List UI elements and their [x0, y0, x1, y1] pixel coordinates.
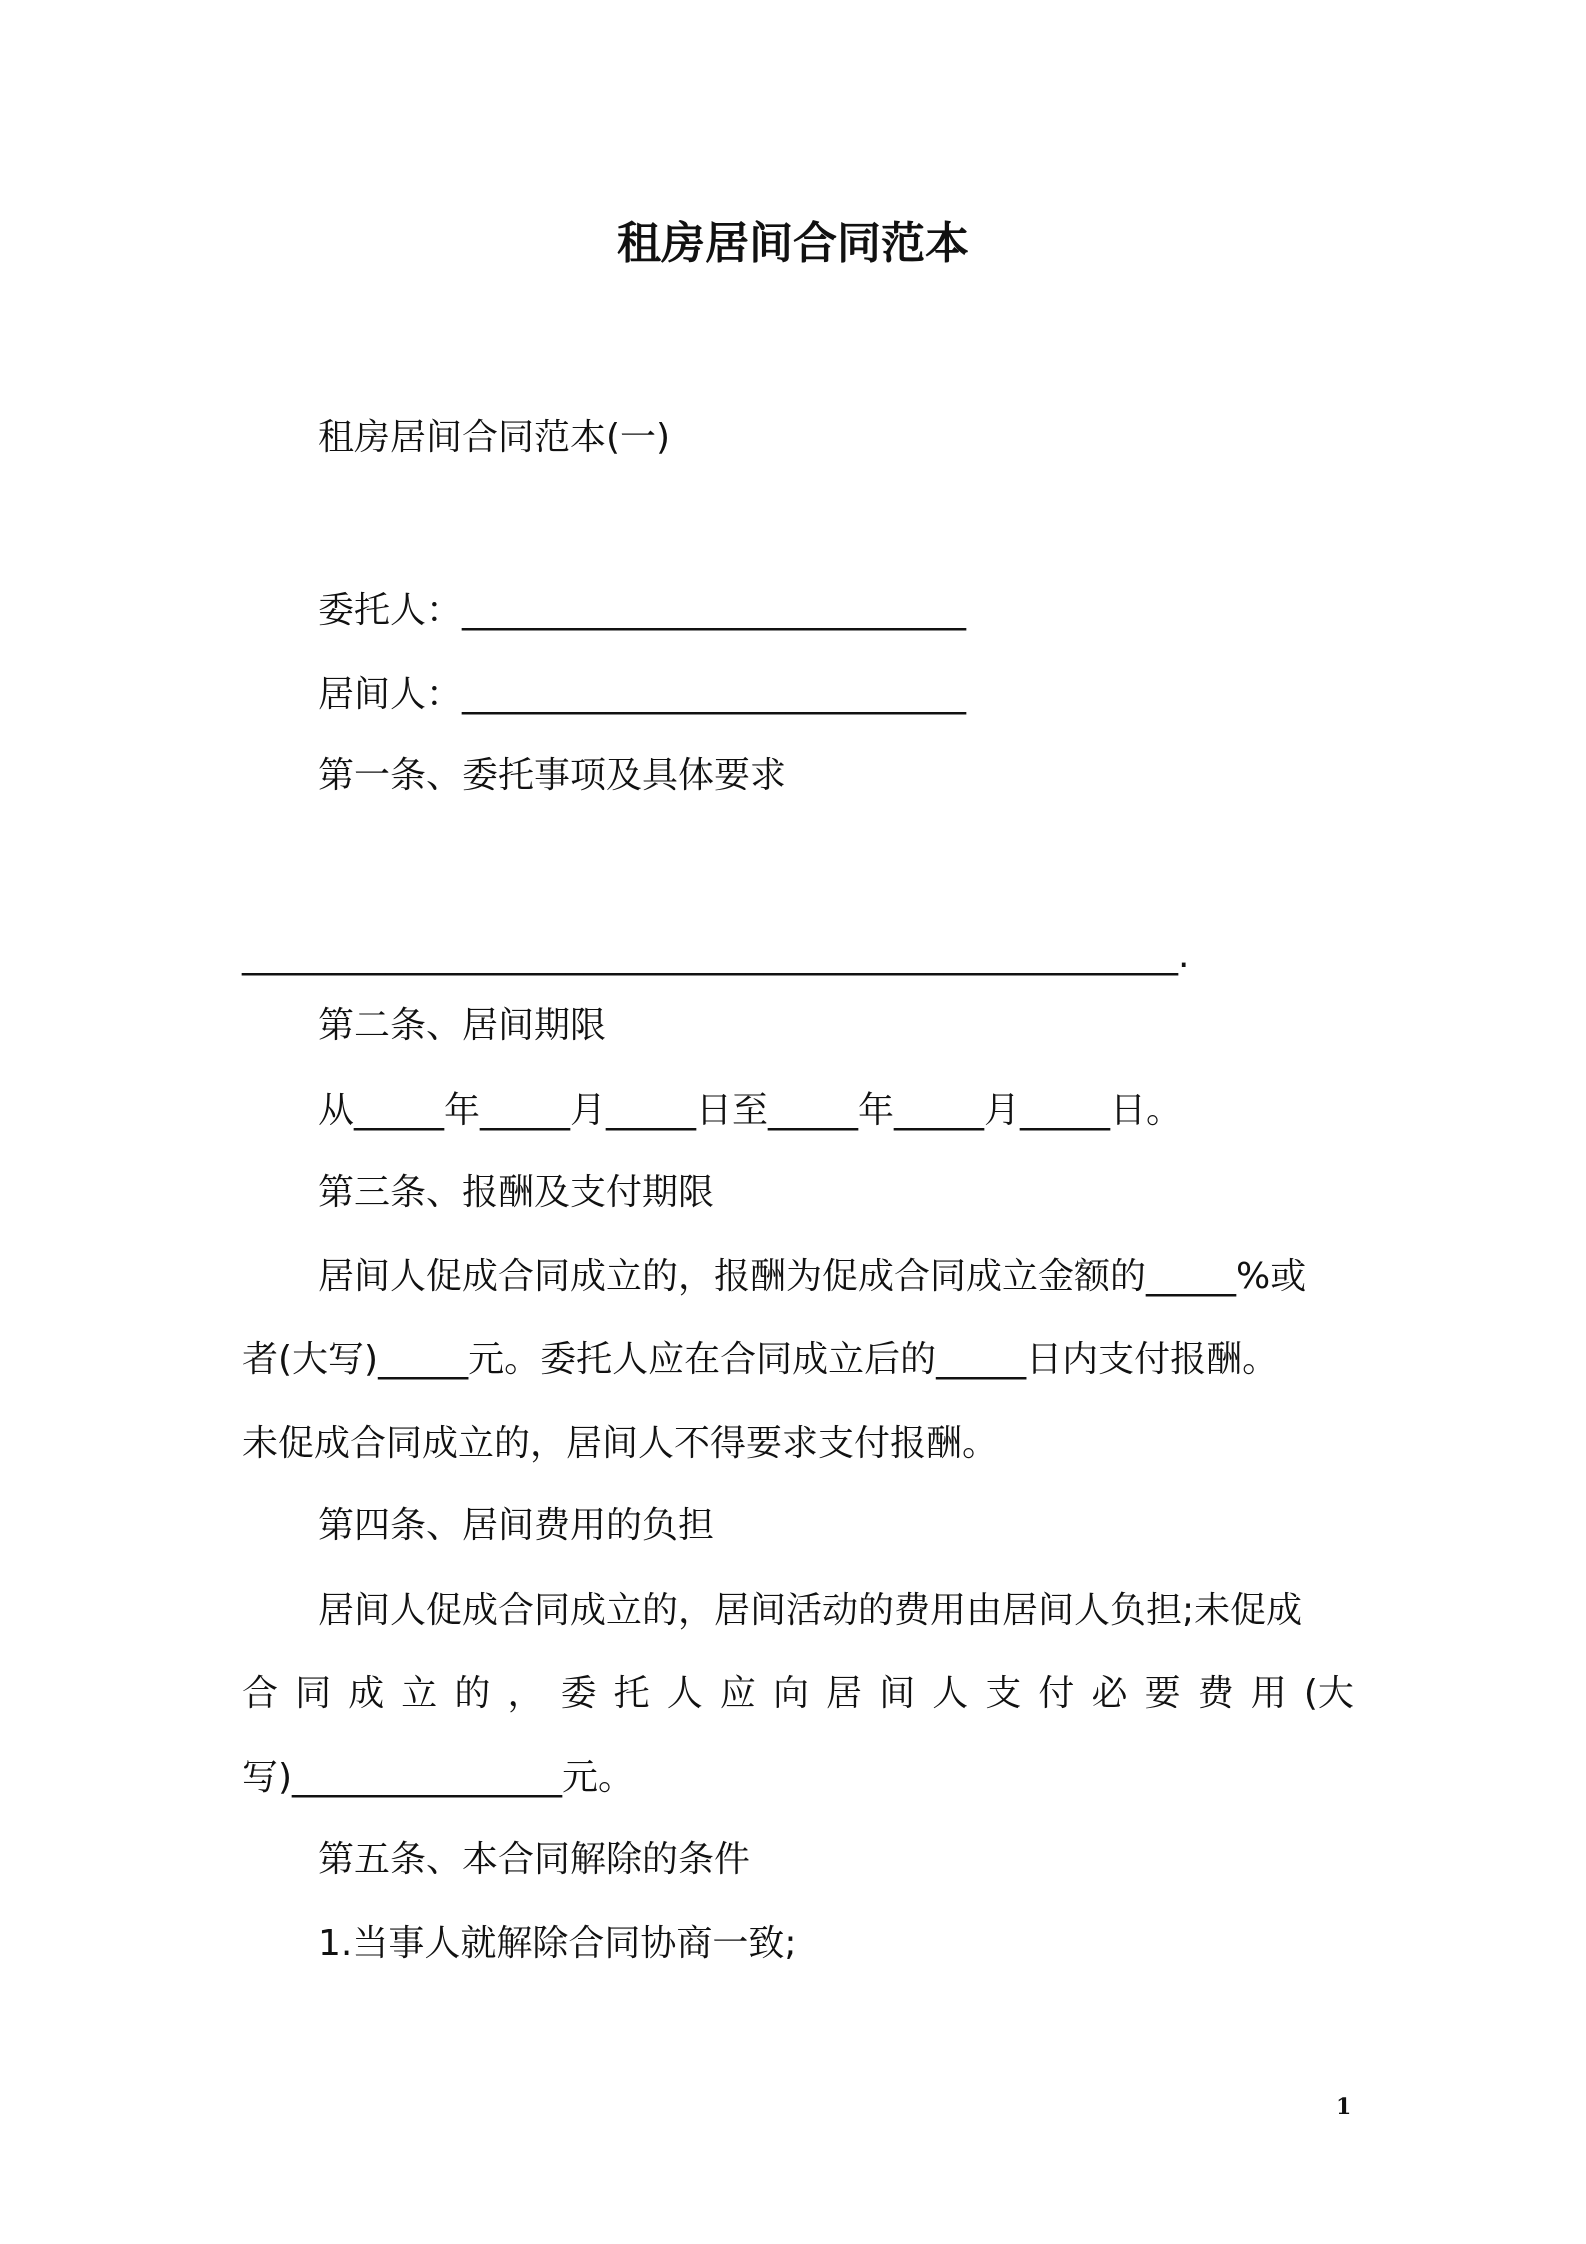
article3-text-line2: 者(大写)_____元。委托人应在合同成立后的_____日内支付报酬。: [242, 1339, 1279, 1380]
article4-line2-char: 费: [1197, 1673, 1234, 1714]
article4-line2-char: ，: [507, 1673, 544, 1714]
article4-line2-char: 托: [613, 1673, 650, 1714]
article3-heading: 第三条、报酬及支付期限: [318, 1172, 715, 1213]
article4-line2-char: 付: [1038, 1673, 1075, 1714]
article4-line2-char: 的: [454, 1673, 491, 1714]
article4-line2-char: 向: [772, 1673, 809, 1714]
article4-heading: 第四条、居间费用的负担: [318, 1505, 715, 1546]
article4-text-line1: 居间人促成合同成立的，居间活动的费用由居间人负担;未促成: [318, 1590, 1303, 1631]
article4-line2-char: 人: [666, 1673, 703, 1714]
article4-line2-char: (大: [1303, 1673, 1354, 1714]
article4-line2-char: 成: [348, 1673, 385, 1714]
article4-line2-char: 间: [879, 1673, 916, 1714]
article4-line2-char: 立: [401, 1673, 438, 1714]
article4-line2-char: 要: [1144, 1673, 1181, 1714]
article4-line2-char: 用: [1250, 1673, 1287, 1714]
article5-item1: 1.当事人就解除合同协商一致;: [318, 1923, 797, 1964]
client-field-line: 委托人：____________________________: [318, 590, 967, 631]
broker-field-line: 居间人：____________________________: [318, 674, 967, 715]
article2-heading: 第二条、居间期限: [318, 1005, 607, 1046]
document-title: 租房居间合同范本: [617, 218, 969, 269]
contract-subtitle: 租房居间合同范本(一): [318, 417, 671, 458]
article2-period-line: 从_____年_____月_____日至_____年_____月_____日。: [318, 1090, 1182, 1131]
article5-heading: 第五条、本合同解除的条件: [318, 1839, 751, 1880]
article4-line2-char: 人: [932, 1673, 969, 1714]
article4-line2-char: 合: [242, 1673, 279, 1714]
article4-line2-char: 必: [1091, 1673, 1128, 1714]
article4-text-line2: [242, 1668, 1354, 1720]
article3-text-line1: 居间人促成合同成立的，报酬为促成合同成立金额的_____%或: [318, 1256, 1307, 1297]
page-number: 1: [1336, 2094, 1352, 2120]
article4-line2-char: 应: [719, 1673, 756, 1714]
article1-heading: 第一条、委托事项及具体要求: [318, 755, 787, 796]
article4-line2-char: 支: [985, 1673, 1022, 1714]
article4-line2-char: 委: [560, 1673, 597, 1714]
article4-line2-char: 居: [826, 1673, 863, 1714]
article4-text-line3: 写)_______________元。: [242, 1757, 635, 1798]
article4-line2-char: 同: [295, 1673, 332, 1714]
article3-text-line3: 未促成合同成立的，居间人不得要求支付报酬。: [242, 1423, 999, 1464]
article1-blank-line: ____________________________________________________.: [242, 935, 1190, 976]
